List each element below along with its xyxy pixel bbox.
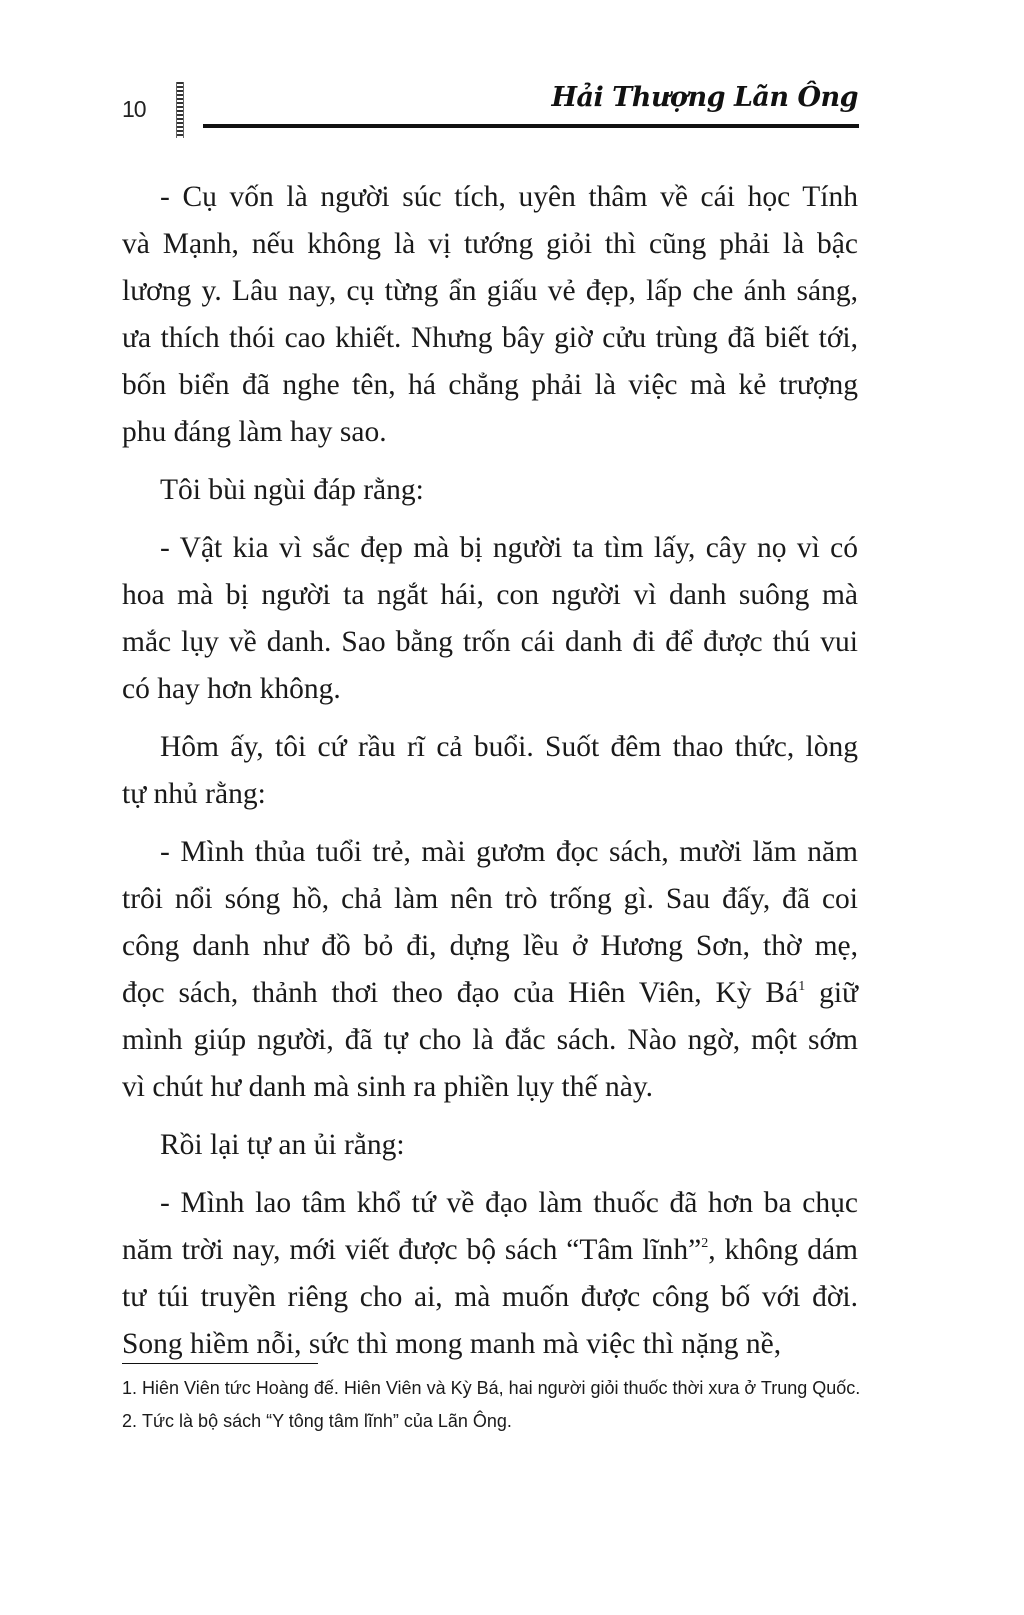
- line-text: tư túi truyền riêng cho ai, mà muốn được công bố với đời.: [122, 1281, 858, 1313]
- text-line: [122, 923, 858, 970]
- text-line: [122, 1321, 858, 1368]
- footnote-2: [122, 1409, 862, 1434]
- text-line: [122, 1017, 858, 1064]
- paragraph: [122, 174, 858, 456]
- footnote-marker[interactable]: 1: [798, 979, 806, 994]
- page-number: 10: [122, 96, 146, 122]
- line-text: hoa mà bị người ta ngắt hái, con người vì danh suông mà: [122, 579, 858, 611]
- footnotes: [122, 1376, 862, 1442]
- text-line: [122, 724, 858, 771]
- header-ornament: [176, 82, 184, 138]
- line-text: bốn biển đã nghe tên, há chẳng phải là việc mà kẻ trượng: [122, 369, 858, 401]
- paragraph: [122, 829, 858, 1111]
- line-text-continued: , không dám: [708, 1234, 859, 1266]
- text-line: [122, 1064, 858, 1111]
- text-line: [122, 467, 858, 514]
- text-line: [122, 1274, 858, 1321]
- header-rule: [203, 124, 859, 128]
- line-text: - Cụ vốn là người súc tích, uyên thâm về cái học Tính: [160, 181, 858, 213]
- line-text: Rồi lại tự an ủi rằng:: [160, 1129, 405, 1161]
- body-text: [122, 174, 858, 1368]
- text-line: [122, 829, 858, 876]
- text-line: [122, 619, 858, 666]
- line-text: tự nhủ rằng:: [122, 778, 266, 810]
- text-line: [122, 268, 858, 315]
- text-line: [122, 525, 858, 572]
- footnote-number: 2.: [122, 1411, 138, 1431]
- text-line: [122, 572, 858, 619]
- line-text: - Mình lao tâm khổ tứ về đạo làm thuốc đã hơn ba chục: [160, 1187, 858, 1219]
- paragraph-gap: [122, 713, 858, 724]
- line-text: trôi nổi sóng hồ, chả làm nên trò trống gì. Sau đấy, đã coi: [122, 883, 858, 915]
- paragraph-gap: [122, 1111, 858, 1122]
- text-line: [122, 174, 858, 221]
- footnote-1: [122, 1376, 862, 1401]
- text-line: [122, 666, 858, 713]
- text-line: [122, 1122, 858, 1169]
- paragraph-gap: [122, 818, 858, 829]
- footnote-marker[interactable]: 2: [701, 1236, 709, 1251]
- line-text: vì chút hư danh mà sinh ra phiền lụy thế này.: [122, 1071, 654, 1103]
- paragraph-gap: [122, 1169, 858, 1180]
- text-line: [122, 970, 858, 1017]
- line-text: Hôm ấy, tôi cứ rầu rĩ cả buổi. Suốt đêm thao thức, lòng: [160, 731, 858, 763]
- paragraph: [122, 467, 858, 514]
- line-text: Song hiềm nỗi, sức thì mong manh mà việc thì nặng nề,: [122, 1328, 782, 1360]
- paragraph: [122, 525, 858, 713]
- line-text: đọc sách, thảnh thơi theo đạo của Hiên Viên, Kỳ Bá: [122, 977, 799, 1009]
- line-text: ưa thích thói cao khiết. Nhưng bây giờ cửu trùng đã biết tới,: [122, 322, 858, 354]
- text-line: [122, 221, 858, 268]
- footnote-number: 1.: [122, 1378, 138, 1398]
- line-text: năm trời nay, mới viết được bộ sách “Tâm lĩnh”: [122, 1234, 702, 1266]
- text-line: [122, 876, 858, 923]
- line-text: lương y. Lâu nay, cụ từng ẩn giấu vẻ đẹp, lấp che ánh sáng,: [122, 275, 858, 307]
- paragraph: [122, 1180, 858, 1368]
- text-line: [122, 362, 858, 409]
- footnote-text: Hiên Viên tức Hoàng đế. Hiên Viên và Kỳ Bá, hai người giỏi thuốc thời xưa ở Trung Quốc.: [142, 1378, 861, 1398]
- line-text: mắc lụy về danh. Sao bằng trốn cái danh đi để được thú vui: [122, 626, 858, 658]
- line-text: - Vật kia vì sắc đẹp mà bị người ta tìm lấy, cây nọ vì có: [160, 532, 858, 564]
- text-line: [122, 409, 858, 456]
- line-text: - Mình thủa tuổi trẻ, mài gươm đọc sách, mười lăm năm: [160, 836, 858, 868]
- text-line: [122, 1180, 858, 1227]
- line-text: phu đáng làm hay sao.: [122, 416, 387, 448]
- line-text: mình giúp người, đã tự cho là đắc sách. Nào ngờ, một sớm: [122, 1024, 858, 1056]
- paragraph: [122, 1122, 858, 1169]
- running-title: Hải Thượng Lãn Ông: [551, 82, 858, 113]
- paragraph: [122, 724, 858, 818]
- text-line: [122, 771, 858, 818]
- text-line: [122, 1227, 858, 1274]
- line-text: và Mạnh, nếu không là vị tướng giỏi thì cũng phải là bậc: [122, 228, 858, 260]
- line-text: có hay hơn không.: [122, 673, 341, 705]
- footnote-text: Tức là bộ sách “Y tông tâm lĩnh” của Lãn Ông.: [142, 1411, 512, 1431]
- line-text: công danh như đồ bỏ đi, dựng lều ở Hương Sơn, thờ mẹ,: [122, 930, 858, 962]
- paragraph-gap: [122, 456, 858, 467]
- paragraph-gap: [122, 514, 858, 525]
- line-text-continued: giữ: [805, 977, 859, 1009]
- text-line: [122, 315, 858, 362]
- footnote-rule: [122, 1363, 318, 1364]
- line-text: Tôi bùi ngùi đáp rằng:: [160, 474, 424, 506]
